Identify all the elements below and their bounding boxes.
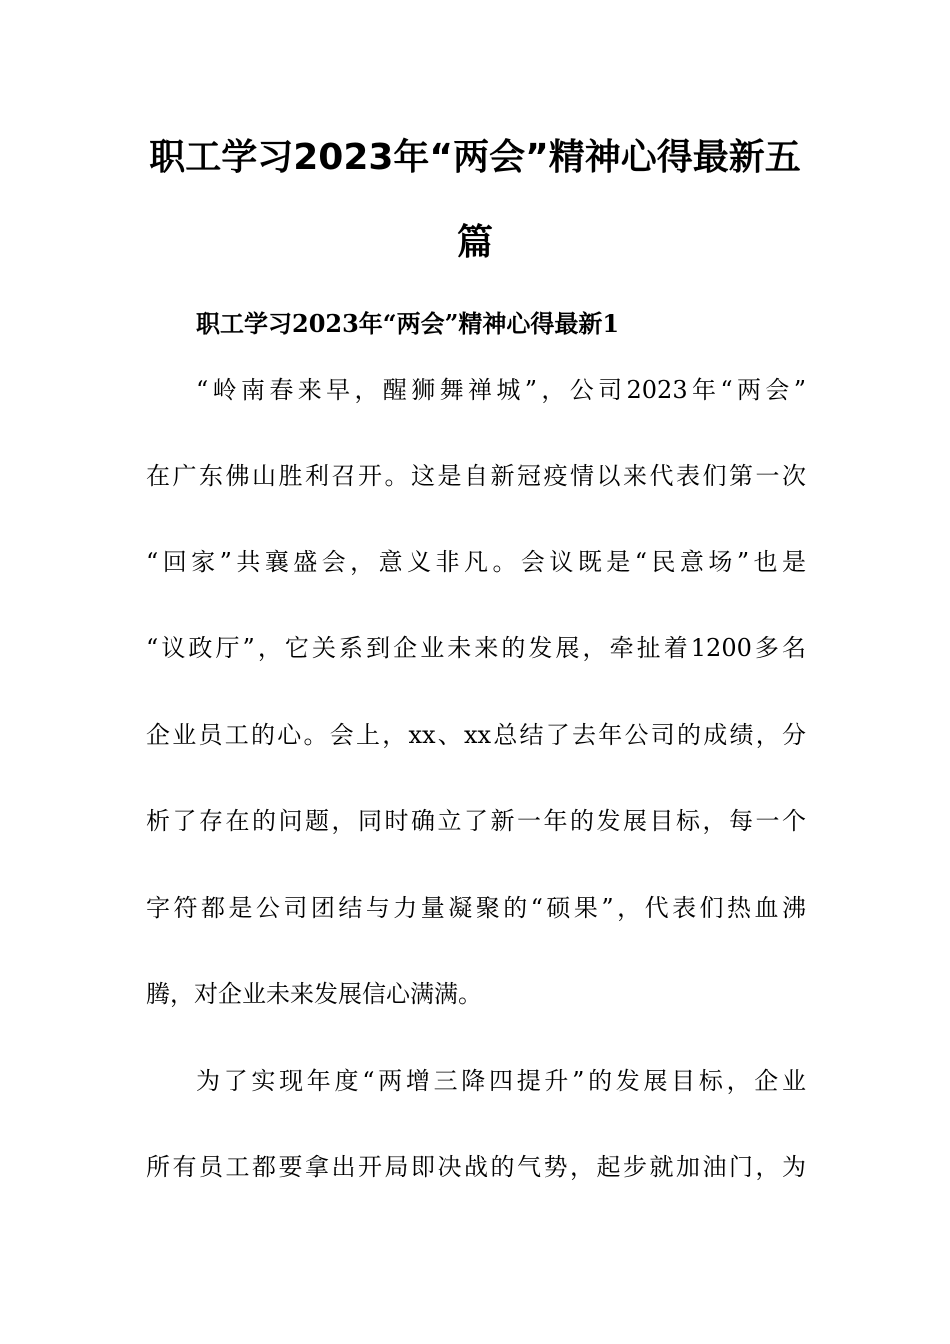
- paragraph-line: 为了实现年度“两增三降四提升”的发展目标，企业: [196, 1067, 806, 1095]
- paragraph-line: “回家”共襄盛会，意义非凡。会议既是“民意场”也是: [146, 548, 806, 576]
- paragraph-line: 在广东佛山胜利召开。这是自新冠疫情以来代表们第一次: [146, 462, 806, 490]
- paragraph-line: 企业员工的心。会上，xx、xx总结了去年公司的成绩，分: [146, 721, 806, 749]
- paragraph-line: 字符都是公司团结与力量凝聚的“硕果”，代表们热血沸: [146, 894, 806, 922]
- paragraph-line: “岭南春来早，醒狮舞禅城”，公司2023年“两会”: [196, 376, 806, 404]
- paragraph-line: 腾，对企业未来发展信心满满。: [146, 980, 482, 1008]
- paragraph-line: 所有员工都要拿出开局即决战的气势，起步就加油门，为: [146, 1153, 806, 1181]
- document-title-line2: 篇: [456, 222, 493, 263]
- section-heading: 职工学习2023年“两会”精神心得最新1: [196, 309, 620, 338]
- document-title-line1: 职工学习2023年“两会”精神心得最新五: [149, 137, 801, 178]
- paragraph-line: 析了存在的问题，同时确立了新一年的发展目标，每一个: [146, 807, 806, 835]
- paragraph-line: “议政厅”，它关系到企业未来的发展，牵扯着1200多名: [146, 634, 806, 662]
